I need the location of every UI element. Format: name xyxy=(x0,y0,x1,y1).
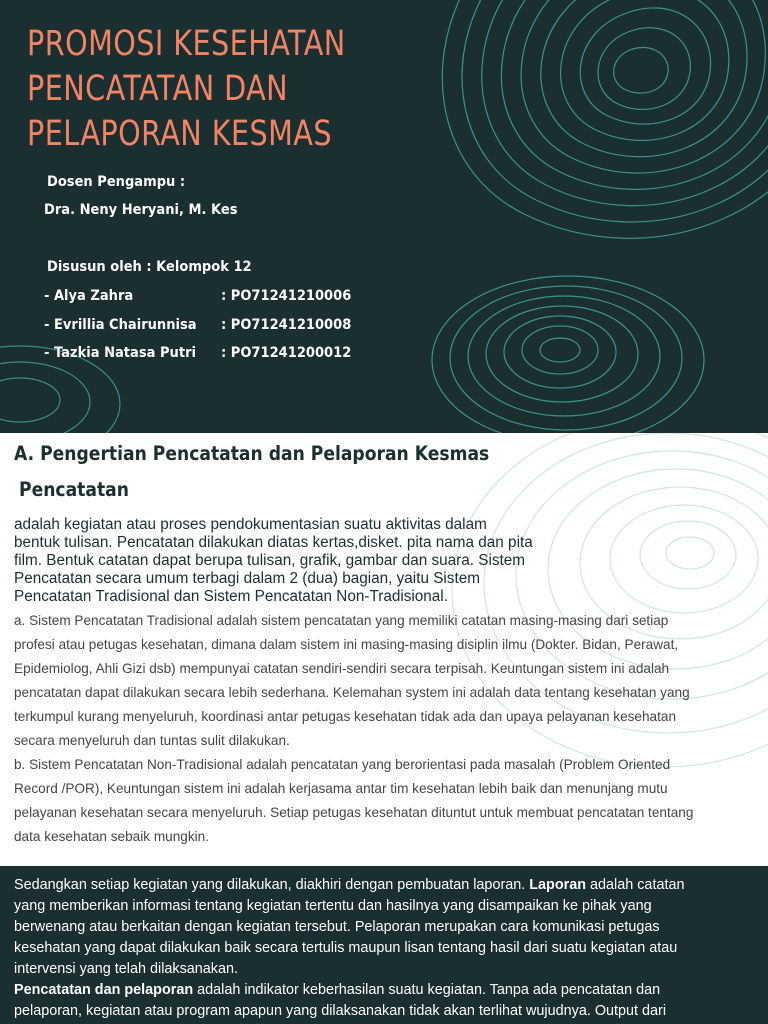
title-line: PELAPORAN KESMAS xyxy=(27,114,332,154)
text-line: Pencatatan Tradisional dan Sistem Pencatatan Non-Tradisional. xyxy=(14,588,448,605)
text-line: secara menyeluruh dan tuntas sulit dilakukan. xyxy=(14,733,290,748)
text-line: Sedangkan setiap kegiatan yang dilakukan, diakhiri dengan pembuatan laporan. Laporan adalah catatan xyxy=(14,877,685,893)
group-label: Disusun oleh : Kelompok 12 xyxy=(47,259,252,275)
text-line: terkumpul kurang menyeluruh, koordinasi antar petugas kesehatan tidak ada dan upaya pelayanan kesehatan xyxy=(14,709,677,724)
text-line: berwenang atau berkaitan dengan kegiatan tersebut. Pelaporan merupakan cara komunikasi petugas xyxy=(14,919,660,935)
text-line: a. Sistem Pencatatan Tradisional adalah sistem pencatatan yang memiliki catatan masing-masing dari setiap xyxy=(14,613,669,628)
text-line: b. Sistem Pencatatan Non-Tradisional adalah pencatatan yang berorientasi pada masalah (Problem Oriented xyxy=(14,757,671,772)
text-line: bentuk tulisan. Pencatatan dilakukan diatas kertas,disket. pita nama dan pita xyxy=(14,534,533,551)
report-section xyxy=(0,866,768,1024)
text-line: pelayanan kesehatan secara menyeluruh. Setiap petugas kesehatan dituntut untuk membuat pencatatan tentang xyxy=(14,805,694,820)
text-line: intervensi yang telah dilaksanakan. xyxy=(14,961,238,977)
member-id: : PO71241210008 xyxy=(221,317,352,333)
text-line: Epidemiolog, Ahli Gizi dsb) mempunyai catatan sendiri-sendiri secara terpisah. Keuntungan sistem ini adalah xyxy=(14,661,670,676)
text-line: data kesehatan sebaik mungkin. xyxy=(14,829,209,844)
cover-section xyxy=(0,0,768,433)
text-line: profesi atau petugas kesehatan, dimana dalam sistem ini masing-masing disiplin ilmu (Dokter. Bidan, Perawat, xyxy=(14,637,679,652)
page-title xyxy=(27,22,346,157)
title-line: PROMOSI KESEHATAN xyxy=(27,24,346,64)
member-id: : PO71241200012 xyxy=(221,345,352,361)
lecturer-label: Dosen Pengampu : xyxy=(47,174,186,190)
title-line: PENCATATAN DAN xyxy=(27,69,289,109)
section-heading: A. Pengertian Pencatatan dan Pelaporan Kesmas xyxy=(14,442,490,465)
member-id: : PO71241210006 xyxy=(221,288,352,304)
text-line: Pencatatan secara umum terbagi dalam 2 (dua) bagian, yaitu Sistem xyxy=(14,570,480,587)
text-line: adalah kegiatan atau proses pendokumentasian suatu aktivitas dalam xyxy=(14,516,487,533)
text-line: yang memberikan informasi tentang kegiatan tertentu dan hasilnya yang disampaikan ke pihak yang xyxy=(14,898,652,914)
text-line: kesehatan yang dapat dilakukan baik secara tertulis maupun lisan tentang hasil dari suatu kegiatan atau xyxy=(14,940,678,956)
system-list xyxy=(14,609,764,849)
section-subheading: Pencatatan xyxy=(19,478,129,501)
lecturer-name: Dra. Neny Heryani, M. Kes xyxy=(44,202,238,218)
text-line: Pencatatan dan pelaporan adalah indikator keberhasilan suatu kegiatan. Tanpa ada pencatatan dan xyxy=(14,982,661,998)
text-line: Record /POR), Keuntungan sistem ini adalah kerjasama antar tim kesehatan lebih baik dan menunjang mutu xyxy=(14,781,668,796)
text-line: film. Bentuk catatan dapat berupa tulisan, grafik, gambar dan suara. Sistem xyxy=(14,552,526,569)
member-name: - Evrillia Chairunnisa xyxy=(44,317,197,333)
member-name: - Alya Zahra xyxy=(44,288,134,304)
text-line: pencatatan dapat dilakukan secara lebih sederhana. Kelemahan system ini adalah data tentang kesehatan yang xyxy=(14,685,690,700)
intro-paragraph xyxy=(14,516,634,606)
member-name: - Tazkia Natasa Putri xyxy=(44,345,196,361)
bold-term: Pencatatan dan pelaporan xyxy=(14,982,194,998)
definition-section xyxy=(0,433,768,866)
bold-term: Laporan xyxy=(529,877,587,893)
report-paragraph xyxy=(14,875,764,1022)
text-line: pelaporan, kegiatan atau program apapun yang dilaksanakan tidak akan terlihat wujudnya. Output dari xyxy=(14,1003,667,1019)
